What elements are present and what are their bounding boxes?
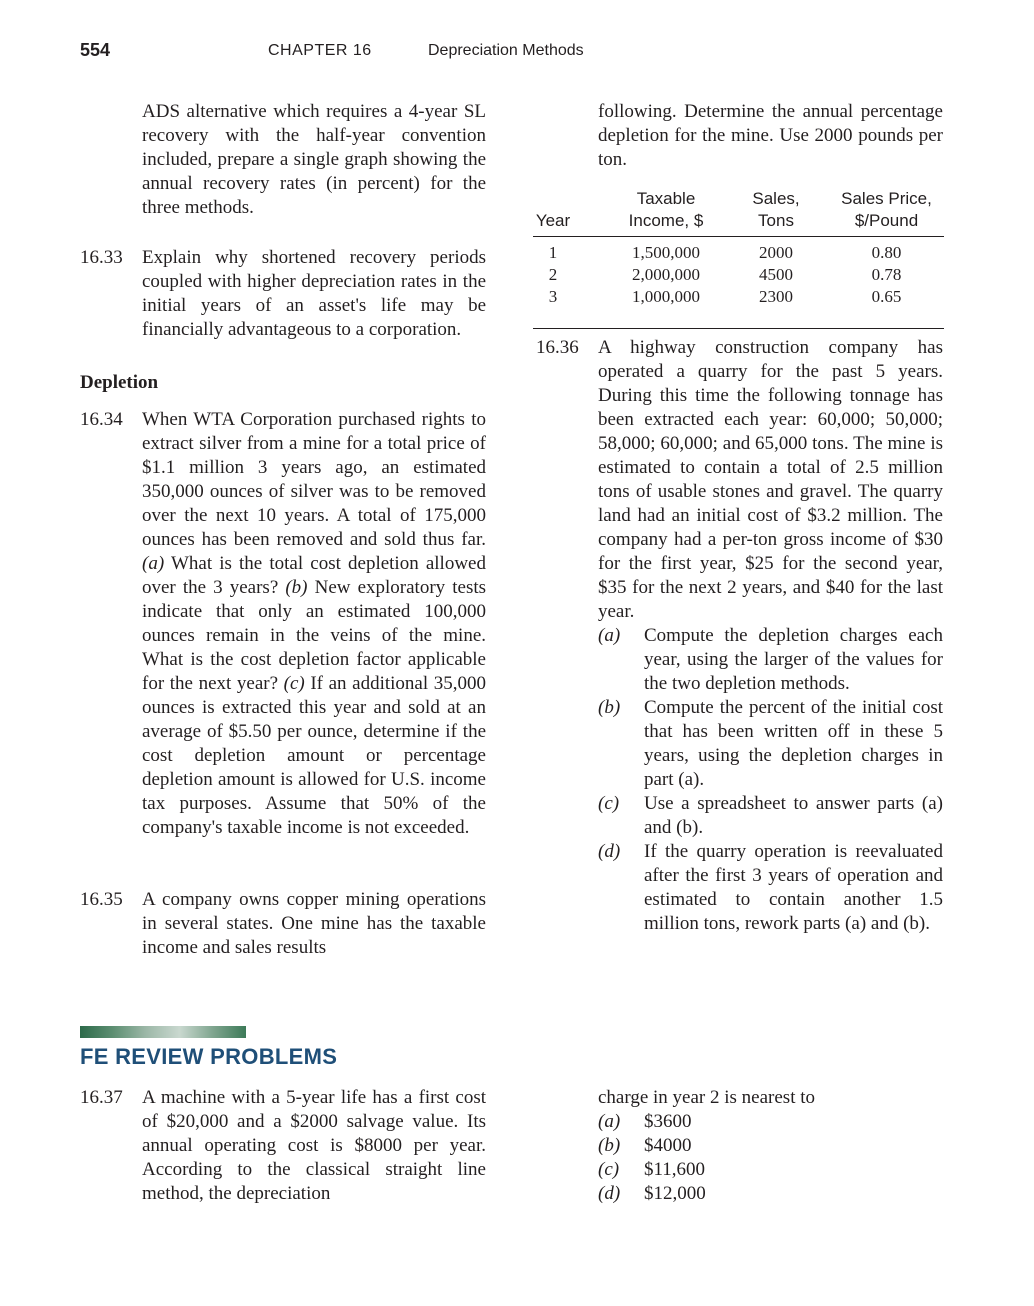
part-label: (b) bbox=[598, 697, 621, 718]
part-text: Compute the percent of the initial cost that has been written off in these 5 years, using the depletion charges in part (a). bbox=[644, 697, 943, 790]
part-label: (d) bbox=[598, 841, 621, 862]
problem-text-intro: When WTA Corporation purchased rights to extract silver from a mine for a total price of $1.1 million 3 years ago, an estimated 350,000 ounces of silver was to be removed over the next 10 years. A total of 175,000 ounces has been removed and sold thus far. bbox=[142, 409, 486, 550]
table-cell-income: 2,000,000 bbox=[632, 265, 700, 284]
col-header-income-2: Income, $ bbox=[628, 211, 704, 230]
col-header-sales-1: Sales, bbox=[752, 189, 800, 208]
part-label: (c) bbox=[598, 793, 620, 814]
part-text-c: If an additional 35,000 ounces is extracted this year and sold at an average of $5.50 per ounce, determine if the cost depletion amount or percentage depletion amount is allowed for U.S. income tax purposes. Assume that 50% of the company's taxable income is not exceeded. bbox=[142, 673, 486, 838]
problem-text: A company owns copper mining operations in several states. One mine has the taxable income and sales results bbox=[142, 889, 486, 958]
table-cell-income: 1,500,000 bbox=[632, 243, 700, 262]
chapter-label: CHAPTER 16 bbox=[268, 42, 372, 59]
table-cell-tons: 2300 bbox=[759, 287, 793, 306]
table-header-rule bbox=[533, 236, 944, 237]
problem-text: Explain why shortened recovery periods coupled with higher depreciation rates in the initial years of an asset's life may be financially advantageous to a corporation. bbox=[142, 247, 486, 340]
page-number: 554 bbox=[80, 40, 111, 60]
section-decoration-bar bbox=[80, 1026, 246, 1038]
option-value: $3600 bbox=[644, 1111, 692, 1132]
problem-16-37-continuation: charge in year 2 is nearest to bbox=[598, 1087, 816, 1108]
continued-problem-text: ADS alternative which requires a 4-year SL recovery with the half-year convention included, prepare a single graph showing the annual recovery rates (in percent) for the three methods. bbox=[142, 101, 486, 218]
option-label: (b) bbox=[598, 1135, 621, 1156]
problem-text: A machine with a 5-year life has a first cost of $20,000 and a $2000 salvage value. Its annual operating cost is $8000 per year. According to the classical straight line method, the depreciation bbox=[142, 1087, 486, 1204]
part-text: Use a spreadsheet to answer parts (a) and (b). bbox=[644, 793, 943, 838]
table-cell-income: 1,000,000 bbox=[632, 287, 700, 306]
table-bottom-rule bbox=[533, 328, 944, 329]
problem-number: 16.33 bbox=[80, 247, 123, 268]
table-cell-year: 2 bbox=[548, 265, 558, 284]
problem-text bbox=[142, 408, 486, 840]
part-text: If the quarry operation is reevaluated after the first 3 years of operation and estimated to contain another 1.5 million tons, rework parts (a) and (b). bbox=[644, 841, 943, 934]
table-cell-tons: 4500 bbox=[759, 265, 793, 284]
section-heading-depletion: Depletion bbox=[80, 372, 159, 393]
chapter-title: Depreciation Methods bbox=[428, 42, 584, 59]
option-value: $11,600 bbox=[644, 1159, 706, 1180]
col-header-income-1: Taxable bbox=[636, 189, 696, 208]
problem-number: 16.37 bbox=[80, 1087, 123, 1108]
col-header-year: Year bbox=[535, 211, 571, 230]
part-label-b: (b) bbox=[285, 577, 308, 598]
continued-problem-text: following. Determine the annual percentage depletion for the mine. Use 2000 pounds per ton. bbox=[598, 101, 943, 170]
part-text-b: New exploratory tests indicate that only an estimated 100,000 ounces remain in the veins of the mine. What is the cost depletion factor applicable for the next year? bbox=[142, 577, 487, 694]
option-value: $4000 bbox=[644, 1135, 692, 1156]
col-header-sales-2: Tons bbox=[758, 211, 794, 230]
option-label: (a) bbox=[598, 1111, 621, 1132]
running-header bbox=[0, 40, 1034, 66]
problem-text: A highway construction company has operated a quarry for the past 5 years. During this time the following tonnage has been extracted each year: 60,000; 50,000; 58,000; 60,000; and 65,000 tons. The mine is estimated to contain a total of 2.5 million tons of usable stones and gravel. The quarry land had an initial cost of $3.2 million. The company had a per-ton gross income of $30 for the first year, $25 for the second year, $35 for the next 2 years, and $40 for the last year. bbox=[598, 337, 943, 622]
option-label: (c) bbox=[598, 1159, 620, 1180]
col-header-price-1: Sales Price, bbox=[841, 189, 932, 208]
problem-number: 16.34 bbox=[80, 409, 123, 430]
problem-number: 16.36 bbox=[536, 337, 579, 358]
part-text: Compute the depletion charges each year, using the larger of the values for the two depletion methods. bbox=[644, 625, 943, 694]
part-label: (a) bbox=[598, 625, 621, 646]
part-text-a: What is the total cost depletion allowed over the 3 years? bbox=[142, 553, 486, 598]
part-label-a: (a) bbox=[142, 553, 165, 574]
part-label-c: (c) bbox=[283, 673, 305, 694]
section-title-fe-review: FE REVIEW PROBLEMS bbox=[80, 1044, 338, 1069]
table-cell-tons: 2000 bbox=[759, 243, 793, 262]
col-header-price-2: $/Pound bbox=[854, 211, 919, 230]
table-cell-price: 0.65 bbox=[871, 287, 902, 306]
option-value: $12,000 bbox=[644, 1183, 706, 1204]
table-cell-year: 3 bbox=[548, 287, 558, 306]
table-cell-year: 1 bbox=[548, 243, 558, 262]
option-label: (d) bbox=[598, 1183, 621, 1204]
problem-number: 16.35 bbox=[80, 889, 123, 910]
table-cell-price: 0.80 bbox=[871, 243, 902, 262]
table-cell-price: 0.78 bbox=[871, 265, 902, 284]
